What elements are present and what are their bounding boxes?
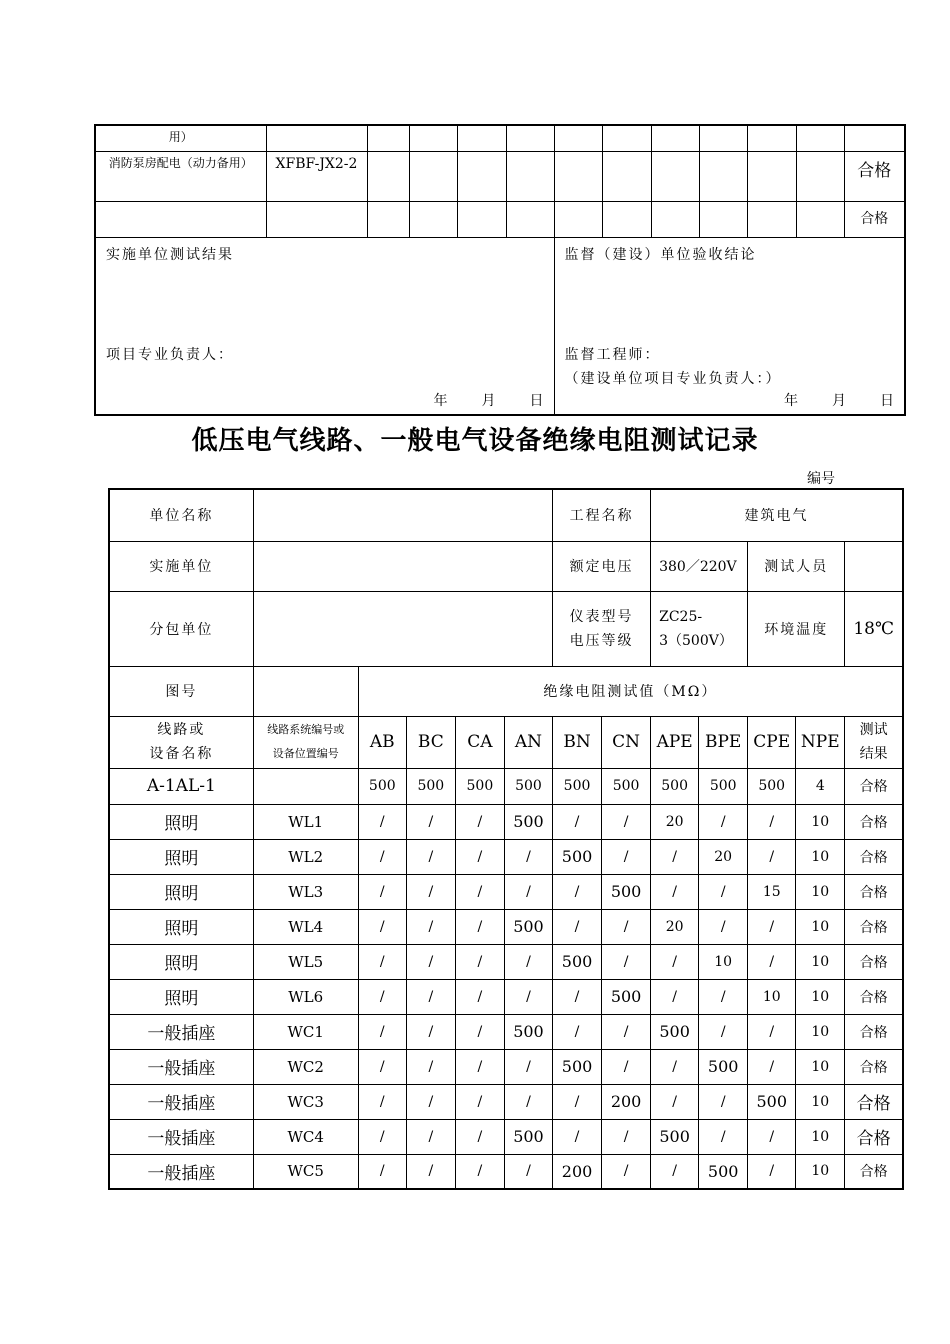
result-header <box>845 716 903 768</box>
line-name-cell: A-1AL-1 <box>109 768 253 804</box>
column-header-bn: BN <box>553 716 602 768</box>
measure-value-cell: 500 <box>504 909 552 944</box>
result-header-text-1: 测试 <box>859 722 888 738</box>
measure-value-cell: / <box>504 839 552 874</box>
line-name-cell: 照明 <box>109 874 253 909</box>
line-header-text-1: 线路或 <box>157 722 206 738</box>
measure-value-cell: 500 <box>553 839 602 874</box>
table-row <box>109 979 903 1014</box>
measure-value-cell: / <box>504 1049 552 1084</box>
measure-value-cell: / <box>553 1014 602 1049</box>
table-row <box>109 804 903 839</box>
result-cell: 合格 <box>844 151 905 201</box>
line-name-cell: 照明 <box>109 944 253 979</box>
line-code-cell <box>253 768 358 804</box>
line-code-cell: WL4 <box>253 909 358 944</box>
measure-value-cell: / <box>455 944 504 979</box>
measure-value-cell: / <box>553 1119 602 1154</box>
measure-value-cell: 500 <box>553 944 602 979</box>
line-code-cell: WL3 <box>253 874 358 909</box>
ambient-temp-label: 环境温度 <box>748 591 845 666</box>
measure-value-cell: / <box>651 979 699 1014</box>
measure-value-cell: / <box>553 1084 602 1119</box>
test-result-cell: 合格 <box>845 909 903 944</box>
meter-model-value-2: 3（500V） <box>659 632 733 649</box>
measure-value-cell: / <box>504 1154 552 1189</box>
measure-value-cell: 200 <box>602 1084 651 1119</box>
value-cell <box>457 201 506 237</box>
owner-lead-label: （建设单位项目专业负责人：） <box>564 370 782 387</box>
measure-value-cell: / <box>602 1014 651 1049</box>
measure-value-cell: / <box>358 1154 406 1189</box>
test-result-cell: 合格 <box>845 944 903 979</box>
measure-value-cell: 10 <box>796 979 845 1014</box>
measure-value-cell: 10 <box>796 1049 845 1084</box>
measure-value-cell: 500 <box>748 1084 796 1119</box>
measure-value-cell: 15 <box>748 874 796 909</box>
meter-model-value <box>651 591 748 666</box>
line-name-cell: 一般插座 <box>109 1119 253 1154</box>
test-result-cell: 合格 <box>845 839 903 874</box>
table-row <box>109 1014 903 1049</box>
column-header-bpe: BPE <box>699 716 748 768</box>
measure-value-cell: 500 <box>358 768 406 804</box>
supervisor-conclusion-cell <box>554 237 905 415</box>
measure-value-cell: 500 <box>602 979 651 1014</box>
date-year: 年 <box>433 392 448 409</box>
meter-model-value-1: ZC25- <box>659 608 703 625</box>
value-cell <box>409 201 457 237</box>
measure-value-cell: 20 <box>651 909 699 944</box>
measure-value-cell: / <box>455 909 504 944</box>
table-row <box>109 1119 903 1154</box>
column-header-an: AN <box>504 716 552 768</box>
value-cell <box>506 125 554 151</box>
value-cell <box>699 151 747 201</box>
measure-value-cell: / <box>699 909 748 944</box>
column-header-ca: CA <box>455 716 504 768</box>
measure-value-cell: / <box>651 1084 699 1119</box>
implementing-unit-value <box>253 541 552 591</box>
measure-value-cell: / <box>504 874 552 909</box>
measure-value-cell: 500 <box>553 768 602 804</box>
table-row <box>95 151 905 201</box>
measure-value-cell: 10 <box>796 1084 845 1119</box>
column-header-cn: CN <box>602 716 651 768</box>
measure-value-cell: / <box>358 944 406 979</box>
value-cell <box>602 201 651 237</box>
line-code-cell: WL1 <box>253 804 358 839</box>
table-row <box>109 1084 903 1119</box>
measure-value-cell: 500 <box>504 1014 552 1049</box>
measure-value-cell: 10 <box>796 874 845 909</box>
measure-value-cell: / <box>748 909 796 944</box>
value-cell <box>747 201 796 237</box>
measure-value-cell: / <box>748 1119 796 1154</box>
measure-value-cell: 10 <box>796 1154 845 1189</box>
test-result-cell: 合格 <box>845 979 903 1014</box>
voltage-grade-text: 电压等级 <box>569 632 634 649</box>
system-header-text-2: 设备位置编号 <box>272 747 339 760</box>
measure-value-cell: / <box>406 804 455 839</box>
test-result-cell: 合格 <box>845 874 903 909</box>
measure-value-cell: 500 <box>504 1119 552 1154</box>
measure-value-cell: / <box>748 1154 796 1189</box>
date-day: 日 <box>880 392 894 409</box>
measure-value-cell: 500 <box>553 1049 602 1084</box>
measure-value-cell: / <box>358 839 406 874</box>
table-row <box>95 125 905 151</box>
table-row <box>109 1154 903 1189</box>
test-result-cell: 合格 <box>845 804 903 839</box>
measure-value-cell: 500 <box>699 768 748 804</box>
value-cell <box>747 151 796 201</box>
value-cell <box>651 125 699 151</box>
measure-value-cell: / <box>358 1084 406 1119</box>
measure-value-cell: 10 <box>796 1119 845 1154</box>
unit-name-label: 单位名称 <box>109 489 253 541</box>
table-row <box>95 201 905 237</box>
measure-value-cell: / <box>504 1084 552 1119</box>
test-result-cell: 合格 <box>845 1154 903 1189</box>
supervisor-conclusion-label: 监督（建设）单位验收结论 <box>564 246 757 263</box>
measure-value-cell: 10 <box>796 804 845 839</box>
measure-value-cell: / <box>602 1119 651 1154</box>
test-result-cell: 合格 <box>845 1084 903 1119</box>
measure-value-cell: / <box>455 1154 504 1189</box>
value-cell <box>651 151 699 201</box>
test-result-cell: 合格 <box>845 1049 903 1084</box>
value-cell <box>506 151 554 201</box>
measure-value-cell: 10 <box>796 839 845 874</box>
line-name-cell: 照明 <box>109 979 253 1014</box>
measure-value-cell: 500 <box>651 1119 699 1154</box>
contractor-date <box>400 390 544 410</box>
measure-value-cell: / <box>553 874 602 909</box>
measure-value-cell: / <box>358 1119 406 1154</box>
measure-value-cell: / <box>406 839 455 874</box>
rated-voltage-label: 额定电压 <box>553 541 651 591</box>
measure-value-cell: / <box>455 979 504 1014</box>
test-result-cell: 合格 <box>845 1014 903 1049</box>
value-cell <box>602 151 651 201</box>
contractor-test-result-cell <box>95 237 554 415</box>
measure-value-cell: / <box>699 804 748 839</box>
line-name-cell: 照明 <box>109 909 253 944</box>
ambient-temp-value: 18℃ <box>845 591 903 666</box>
document-number-label: 编号 <box>807 471 835 487</box>
tester-value <box>845 541 903 591</box>
value-cell <box>796 201 844 237</box>
measure-value-cell: 500 <box>602 874 651 909</box>
device-name-cell: 消防泵房配电（动力备用） <box>95 151 266 201</box>
meter-model-label <box>553 591 651 666</box>
value-cell <box>367 201 409 237</box>
line-code-cell: WC4 <box>253 1119 358 1154</box>
line-name-cell: 一般插座 <box>109 1084 253 1119</box>
table-row <box>109 839 903 874</box>
table-row <box>109 909 903 944</box>
measure-value-cell: 10 <box>796 944 845 979</box>
measure-value-cell: 500 <box>602 768 651 804</box>
measure-value-cell: / <box>748 839 796 874</box>
value-cell <box>602 125 651 151</box>
measure-value-cell: 500 <box>651 768 699 804</box>
measure-value-cell: / <box>406 1084 455 1119</box>
value-cell <box>554 201 602 237</box>
measure-value-cell: / <box>504 979 552 1014</box>
insulation-measure-header: 绝缘电阻测试值（MΩ） <box>358 666 903 716</box>
project-name-value: 建筑电气 <box>651 489 903 541</box>
column-header-npe: NPE <box>796 716 845 768</box>
measure-value-cell: / <box>748 944 796 979</box>
project-lead-label: 项目专业负责人： <box>106 346 234 363</box>
drawing-number-value <box>253 666 358 716</box>
previous-record-table <box>94 124 906 416</box>
measure-value-cell: / <box>455 874 504 909</box>
device-name-cell: 用） <box>95 125 266 151</box>
line-header-text-2: 设备名称 <box>149 746 214 762</box>
system-code-header <box>253 716 358 768</box>
measure-value-cell: 500 <box>455 768 504 804</box>
rated-voltage-value: 380／220V <box>651 541 748 591</box>
system-code-cell: XFBF-JX2-2 <box>266 151 367 201</box>
insulation-resistance-table <box>108 488 904 1190</box>
measure-value-cell: / <box>358 1049 406 1084</box>
measure-value-cell: 500 <box>748 768 796 804</box>
value-cell <box>367 125 409 151</box>
measure-value-cell: / <box>651 1049 699 1084</box>
measure-value-cell: / <box>406 1049 455 1084</box>
measure-value-cell: / <box>651 874 699 909</box>
measure-value-cell: / <box>699 1084 748 1119</box>
measure-value-cell: / <box>455 804 504 839</box>
date-month: 月 <box>481 392 496 409</box>
supervisor-engineer-label: 监督工程师： <box>564 346 661 363</box>
value-cell <box>747 125 796 151</box>
measure-value-cell: / <box>748 1049 796 1084</box>
line-name-cell: 照明 <box>109 839 253 874</box>
line-name-cell: 一般插座 <box>109 1014 253 1049</box>
measure-value-cell: 20 <box>699 839 748 874</box>
column-header-ape: APE <box>651 716 699 768</box>
system-header-text-1: 线路系统编号或 <box>267 723 345 736</box>
table-row <box>109 1049 903 1084</box>
measure-value-cell: / <box>602 1049 651 1084</box>
result-cell <box>844 125 905 151</box>
table-row <box>109 768 903 804</box>
value-cell <box>506 201 554 237</box>
measure-value-cell: / <box>358 874 406 909</box>
measure-value-cell: 4 <box>796 768 845 804</box>
measure-value-cell: / <box>553 909 602 944</box>
project-name-label: 工程名称 <box>553 489 651 541</box>
value-cell <box>409 151 457 201</box>
table-row <box>109 944 903 979</box>
measure-value-cell: 200 <box>553 1154 602 1189</box>
test-result-cell: 合格 <box>845 1119 903 1154</box>
measure-value-cell: 500 <box>406 768 455 804</box>
measure-value-cell: / <box>455 1084 504 1119</box>
measure-value-cell: 20 <box>651 804 699 839</box>
measure-value-cell: / <box>358 804 406 839</box>
measure-value-cell: / <box>455 1014 504 1049</box>
measure-value-cell: / <box>602 1154 651 1189</box>
measure-value-cell: / <box>358 979 406 1014</box>
measure-value-cell: 10 <box>796 1014 845 1049</box>
line-code-cell: WC1 <box>253 1014 358 1049</box>
measure-value-cell: 500 <box>504 768 552 804</box>
date-month: 月 <box>832 392 846 409</box>
measure-value-cell: 500 <box>504 804 552 839</box>
line-code-cell: WL5 <box>253 944 358 979</box>
implementing-unit-label: 实施单位 <box>109 541 253 591</box>
measure-value-cell: / <box>553 804 602 839</box>
line-name-cell: 照明 <box>109 804 253 839</box>
line-code-cell: WC3 <box>253 1084 358 1119</box>
measure-value-cell: / <box>406 944 455 979</box>
measure-value-cell: / <box>651 1154 699 1189</box>
result-header-text-2: 结果 <box>859 746 888 762</box>
meter-model-text: 仪表型号 <box>569 608 634 625</box>
result-cell: 合格 <box>844 201 905 237</box>
contractor-test-result-label: 实施单位测试结果 <box>106 246 234 263</box>
measure-value-cell: / <box>406 874 455 909</box>
measure-value-cell: 500 <box>651 1014 699 1049</box>
line-name-cell: 一般插座 <box>109 1154 253 1189</box>
measure-value-cell: 10 <box>748 979 796 1014</box>
column-header-cpe: CPE <box>748 716 796 768</box>
value-cell <box>699 125 747 151</box>
measure-value-cell: / <box>602 839 651 874</box>
measure-value-cell: / <box>406 1014 455 1049</box>
measure-value-cell: / <box>455 1049 504 1084</box>
measure-value-cell: / <box>406 909 455 944</box>
value-cell <box>457 151 506 201</box>
measure-value-cell: / <box>406 979 455 1014</box>
drawing-number-label: 图号 <box>109 666 253 716</box>
measure-value-cell: 500 <box>699 1154 748 1189</box>
measure-value-cell: / <box>699 1014 748 1049</box>
column-header-ab: AB <box>358 716 406 768</box>
test-result-cell: 合格 <box>845 768 903 804</box>
unit-name-value <box>253 489 552 541</box>
system-code-cell <box>266 125 367 151</box>
measure-value-cell: 500 <box>699 1049 748 1084</box>
subcontractor-value <box>253 591 552 666</box>
measure-value-cell: / <box>602 804 651 839</box>
value-cell <box>651 201 699 237</box>
document-title: 低压电气线路、一般电气设备绝缘电阻测试记录 <box>191 426 759 456</box>
line-name-cell: 一般插座 <box>109 1049 253 1084</box>
value-cell <box>554 151 602 201</box>
measure-value-cell: / <box>553 979 602 1014</box>
value-cell <box>796 125 844 151</box>
measure-value-cell: 10 <box>699 944 748 979</box>
date-day: 日 <box>529 392 544 409</box>
supervisor-date <box>750 390 894 410</box>
measure-value-cell: / <box>602 944 651 979</box>
measure-value-cell: / <box>699 874 748 909</box>
value-cell <box>409 125 457 151</box>
line-code-cell: WC5 <box>253 1154 358 1189</box>
line-device-header <box>109 716 253 768</box>
measure-value-cell: / <box>358 1014 406 1049</box>
measure-value-cell: / <box>651 839 699 874</box>
measure-value-cell: / <box>455 1119 504 1154</box>
line-code-cell: WL6 <box>253 979 358 1014</box>
measure-value-cell: / <box>651 944 699 979</box>
measure-value-cell: / <box>699 1119 748 1154</box>
measure-value-cell: / <box>748 1014 796 1049</box>
measure-value-cell: / <box>602 909 651 944</box>
measure-value-cell: / <box>748 804 796 839</box>
value-cell <box>554 125 602 151</box>
measure-value-cell: / <box>358 909 406 944</box>
device-name-cell <box>95 201 266 237</box>
value-cell <box>367 151 409 201</box>
value-cell <box>796 151 844 201</box>
value-cell <box>457 125 506 151</box>
measure-value-cell: / <box>406 1154 455 1189</box>
system-code-cell <box>266 201 367 237</box>
measure-value-cell: / <box>406 1119 455 1154</box>
date-year: 年 <box>784 392 798 409</box>
table-row <box>109 874 903 909</box>
subcontractor-label: 分包单位 <box>109 591 253 666</box>
tester-label: 测试人员 <box>748 541 845 591</box>
measure-value-cell: / <box>455 839 504 874</box>
line-code-cell: WL2 <box>253 839 358 874</box>
column-header-bc: BC <box>406 716 455 768</box>
value-cell <box>699 201 747 237</box>
measure-value-cell: / <box>699 979 748 1014</box>
line-code-cell: WC2 <box>253 1049 358 1084</box>
measure-value-cell: 10 <box>796 909 845 944</box>
measure-value-cell: / <box>504 944 552 979</box>
